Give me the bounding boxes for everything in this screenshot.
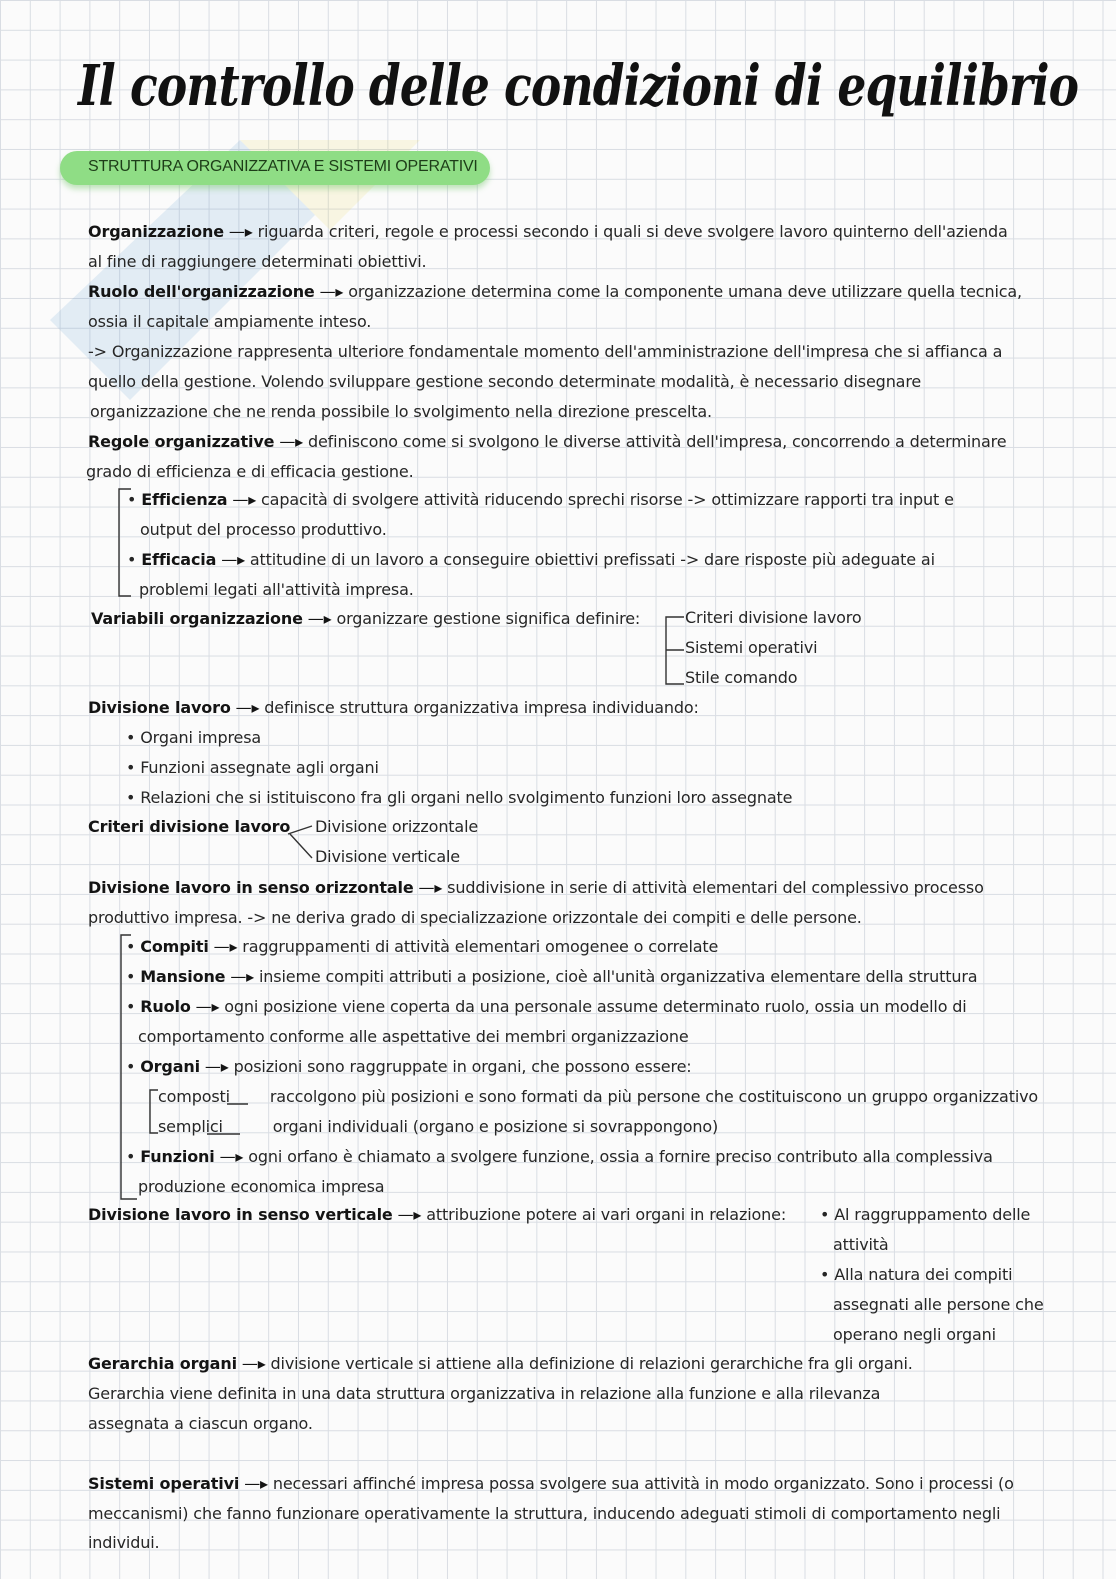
gerarchia-text2: Gerarchia viene definita in una data struttura organizzativa in relazione alla funzione e alla rilevanza [88, 1384, 881, 1403]
arrow-icon: —▸ [241, 1354, 266, 1373]
divisione-text: definisce struttura organizzativa impresa individuando: [264, 698, 699, 717]
regole-line1 [88, 432, 1006, 452]
list-item-cont: assegnati alle persone che [833, 1295, 1044, 1314]
paragraph-line: quello della gestione. Volendo sviluppare gestione secondo determinate modalità, è necessario disegnare [88, 372, 922, 391]
arrow-icon: —▸ [244, 1474, 268, 1493]
organizzazione-line1 [88, 222, 1008, 242]
efficacia-text1: attitudine di un lavoro a conseguire obiettivi prefissati -> dare risposte più adeguate ai [249, 550, 935, 569]
section-pill-label: STRUTTURA ORGANIZZATIVA E SISTEMI OPERATIVI [88, 158, 478, 175]
verticale-line [88, 1205, 786, 1225]
ruolo-line1 [88, 282, 1022, 302]
arrow-icon: —▸ [307, 609, 332, 628]
funzioni-line1: • Funzioni —▸ ogni orfano è chiamato a svolgere funzione, ossia a fornire preciso contributo alla complessiva [126, 1147, 993, 1166]
composti-line: composti raccolgono più posizioni e sono formati da più persone che costituiscono un gruppo organizzativo [158, 1087, 1039, 1106]
list-item: • Alla natura dei compiti [820, 1265, 1013, 1284]
ruolo-bullet-line1: • Ruolo —▸ ogni posizione viene coperta da una personale assume determinato ruolo, ossia un modello di [126, 997, 967, 1016]
ruolo-text1: organizzazione determina come la componente umana deve utilizzare quella tecnica, [348, 282, 1022, 301]
list-item-cont: attività [833, 1235, 889, 1254]
verticale-text: attribuzione potere ai vari organi in relazione: [426, 1205, 787, 1224]
term-efficienza: Efficienza [141, 490, 228, 509]
arrow-icon: —▸ [235, 698, 260, 717]
funzioni-line2: produzione economica impresa [138, 1177, 385, 1196]
arrow-icon: —▸ [418, 878, 443, 897]
ruolo-text2: ossia il capitale ampiamente inteso. [88, 312, 372, 331]
section-pill [60, 151, 490, 185]
efficacia-text2: problemi legati all'attività impresa. [139, 580, 414, 599]
list-item: • Relazioni che si istituiscono fra gli organi nello svolgimento funzioni loro assegnate [126, 788, 793, 807]
list-item: Criteri divisione lavoro [685, 608, 862, 627]
orizzontale-text2: produttivo impresa. -> ne deriva grado di specializzazione orizzontale dei compiti e delle persone. [88, 908, 862, 927]
arrow-icon: —▸ [228, 222, 253, 241]
term-regole: Regole organizzative [88, 432, 275, 451]
list-item: Divisione verticale [315, 847, 460, 866]
sistemi-line1: Sistemi operativi —▸ necessari affinché impresa possa svolgere sua attività in modo organizzato. Sono i processi (o [88, 1474, 1014, 1493]
term-divisione: Divisione lavoro [88, 698, 231, 717]
paragraph-line: organizzazione che ne renda possibile lo svolgimento nella direzione prescelta. [90, 402, 712, 421]
divisione-line [88, 698, 699, 718]
arrow-icon: —▸ [397, 1205, 422, 1224]
list-item: Divisione orizzontale [315, 817, 479, 836]
term-gerarchia: Gerarchia organi [88, 1354, 237, 1373]
orizzontale-text1: suddivisione in serie di attività elementari del complessivo processo [447, 878, 984, 897]
paragraph-line: -> Organizzazione rappresenta ulteriore fondamentale momento dell'amministrazione dell'impresa che si affianca a [88, 342, 1003, 361]
term-efficacia: Efficacia [141, 550, 217, 569]
list-item: • Organi impresa [126, 728, 262, 747]
arrow-icon: —▸ [232, 490, 257, 509]
variabili-line [91, 609, 640, 629]
list-item: • Al raggruppamento delle [820, 1205, 1031, 1224]
efficacia-line1: • Efficacia —▸ attitudine di un lavoro a conseguire obiettivi prefissati -> dare risposte più adeguate ai [127, 550, 935, 569]
mansione-line: • Mansione —▸ insieme compiti attributi a posizione, cioè all'unità organizzativa elementare della struttura [126, 967, 978, 986]
orizzontale-line1 [88, 878, 984, 898]
term-variabili: Variabili organizzazione [91, 609, 303, 628]
gerarchia-text3: assegnata a ciascun organo. [88, 1414, 313, 1433]
semplici-line: semplici organi individuali (organo e posizione si sovrappongono) [158, 1117, 719, 1136]
list-item-cont: operano negli organi [833, 1325, 996, 1344]
variabili-text: organizzare gestione significa definire: [336, 609, 641, 628]
efficienza-text2: output del processo produttivo. [140, 520, 387, 539]
efficienza-text1: capacità di svolgere attività riducendo sprechi risorse -> ottimizzare rapporti tra input e [261, 490, 954, 509]
term-sistemi: Sistemi operativi [88, 1474, 240, 1493]
ruolo-bullet-line2: comportamento conforme alle aspettative dei membri organizzazione [138, 1027, 689, 1046]
term-verticale: Divisione lavoro in senso verticale [88, 1205, 393, 1224]
sistemi-text2: meccanismi) che fanno funzionare operativamente la struttura, inducendo adeguati stimoli di comportamento negli [88, 1504, 1001, 1523]
list-item: Sistemi operativi [685, 638, 818, 657]
organizzazione-text1: riguarda criteri, regole e processi secondo i quali si deve svolgere lavoro quinterno dell'azienda [257, 222, 1008, 241]
gerarchia-line1: Gerarchia organi —▸ divisione verticale si attiene alla definizione di relazioni gerarchiche fra gli organi. [88, 1354, 913, 1373]
list-item: Stile comando [685, 668, 798, 687]
regole-text1: definiscono come si svolgono le diverse attività dell'impresa, concorrendo a determinare [307, 432, 1007, 451]
arrow-icon: —▸ [279, 432, 304, 451]
organizzazione-text2: al fine di raggiungere determinati obiettivi. [88, 252, 427, 271]
efficienza-line1: • Efficienza —▸ capacità di svolgere attività riducendo sprechi risorse -> ottimizzare rapporti tra input e [127, 490, 954, 509]
term-criteri: Criteri divisione lavoro [88, 817, 291, 836]
page-title: Il controllo delle condizioni di equilibrio [78, 53, 1079, 119]
term-organizzazione: Organizzazione [88, 222, 224, 241]
arrow-icon: —▸ [221, 550, 245, 569]
term-orizzontale: Divisione lavoro in senso orizzontale [88, 878, 414, 897]
arrow-icon: —▸ [319, 282, 344, 301]
list-item: • Funzioni assegnate agli organi [126, 758, 379, 777]
sistemi-text3: individui. [88, 1533, 160, 1552]
term-ruolo: Ruolo dell'organizzazione [88, 282, 315, 301]
organi-line: • Organi —▸ posizioni sono raggruppate in organi, che possono essere: [126, 1057, 692, 1076]
regole-text2: grado di efficienza e di efficacia gestione. [86, 462, 414, 481]
compiti-line: • Compiti —▸ raggruppamenti di attività elementari omogenee o correlate [126, 937, 719, 956]
